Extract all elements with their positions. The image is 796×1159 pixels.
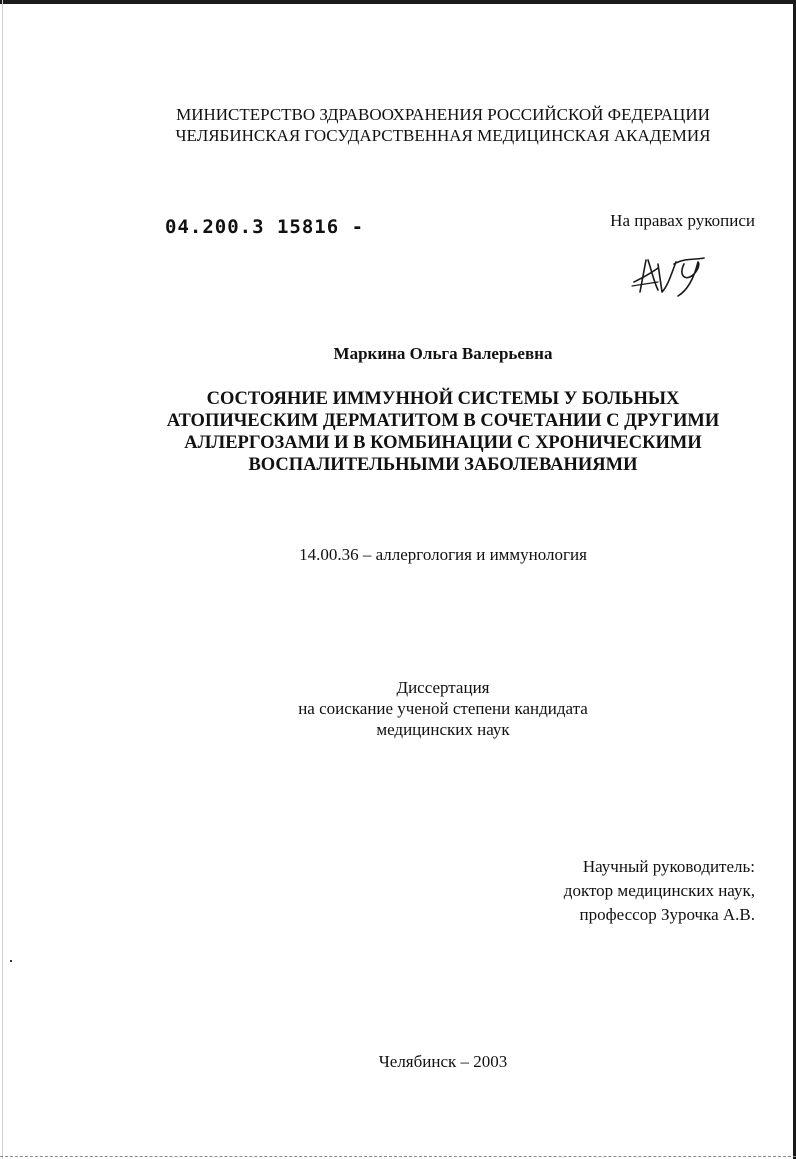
supervisor-role: Научный руководитель: [582,857,755,876]
supervisor-degree: доктор медицинских наук, [563,881,755,900]
dissertation-label: Диссертация [396,678,490,697]
supervisor-block [564,855,755,927]
author-name: Маркина Ольга Валерьевна [333,344,553,363]
scan-border-top [0,0,796,4]
scan-border-bottom [0,1155,796,1157]
scan-speck [10,960,12,962]
title-line: АТОПИЧЕСКИМ ДЕРМАТИТОМ В СОЧЕТАНИИ С ДРУГИМИ [166,411,720,431]
title-line: ВОСПАЛИТЕЛЬНЫМИ ЗАБОЛЕВАНИЯМИ [248,455,638,475]
city-year: Челябинск – 2003 [378,1052,508,1071]
supervisor-name: профессор Зурочка А.В. [579,905,755,924]
ministry-name: МИНИСТЕРСТВО ЗДРАВООХРАНЕНИЯ РОССИЙСКОЙ ФЕДЕРАЦИИ [176,105,710,124]
registration-stamp-code: 04.200.3 15816 - [165,216,365,238]
handwritten-signature [628,252,712,300]
dissertation-description [0,677,796,740]
title-line: СОСТОЯНИЕ ИММУННОЙ СИСТЕМЫ У БОЛЬНЫХ [206,389,680,409]
scan-border-left [2,0,3,1159]
title-line: АЛЛЕРГОЗАМИ И В КОМБИНАЦИИ С ХРОНИЧЕСКИМИ [184,433,702,453]
dissertation-degree: на соискание ученой степени кандидата [298,699,588,718]
dissertation-title [0,388,796,476]
dissertation-field: медицинских наук [376,720,510,739]
academy-name: ЧЕЛЯБИНСКАЯ ГОСУДАРСТВЕННАЯ МЕДИЦИНСКАЯ АКАДЕМИЯ [175,126,711,145]
institution-header [0,104,796,146]
specialty-code: 14.00.36 – аллергология и иммунология [299,545,587,564]
rights-note: На правах рукописи [610,211,755,230]
